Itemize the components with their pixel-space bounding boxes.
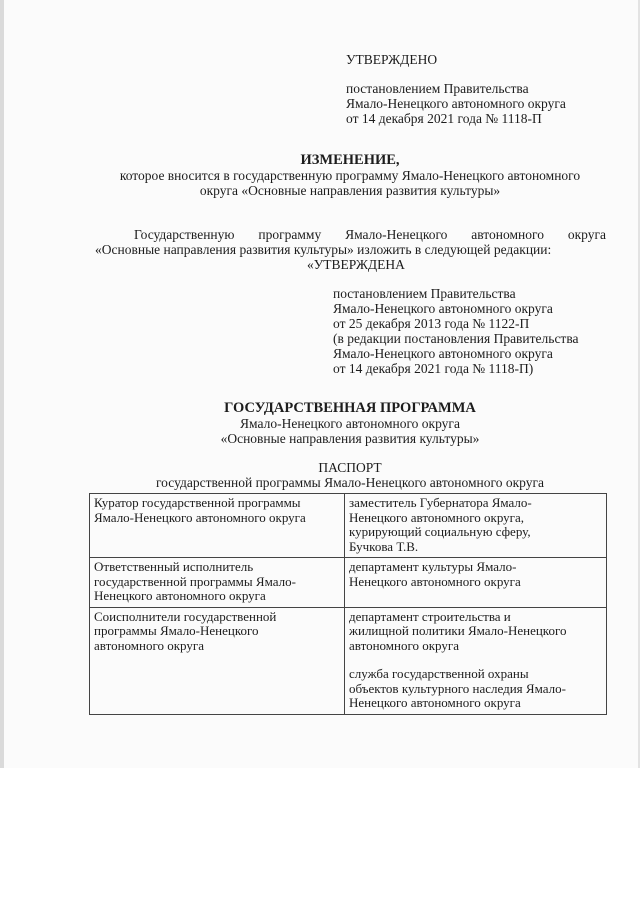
- cell-line: автономного округа: [349, 637, 459, 653]
- approval-heading: УТВЕРЖДЕНО: [346, 52, 438, 67]
- cell-line: объектов культурного наследия Ямало-: [349, 680, 566, 696]
- table-cell-label: [90, 607, 345, 714]
- body-line: Государственную программу Ямало-Ненецкого автономного округа: [134, 227, 606, 242]
- cell-line: Ненецкого автономного округа,: [349, 509, 524, 525]
- approval2-line: от 25 декабря 2013 года № 1122-П: [333, 316, 530, 331]
- cell-line: программы Ямало-Ненецкого: [94, 623, 259, 638]
- table-cell-value: [345, 558, 607, 608]
- cell-line: Ненецкого автономного округа: [349, 573, 521, 589]
- table-cell-value: [345, 494, 607, 558]
- cell-line: Ямало-Ненецкого автономного округа: [94, 509, 306, 525]
- passport-table: [89, 493, 607, 715]
- program-line: «Основные направления развития культуры»: [220, 431, 480, 446]
- cell-line: Соисполнители государственной: [94, 608, 277, 624]
- cell-line: заместитель Губернатора Ямало-: [349, 495, 532, 510]
- cell-line: Бучкова Т.В.: [349, 538, 419, 554]
- cell-line: департамент строительства и: [349, 608, 511, 624]
- change-subtitle-line: которое вносится в государственную программу Ямало-Ненецкого автономного: [119, 168, 581, 183]
- cell-line: Ненецкого автономного округа: [94, 588, 266, 603]
- table-cell-value: [345, 607, 607, 714]
- program-line: Ямало-Ненецкого автономного округа: [240, 416, 460, 431]
- change-title: ИЗМЕНЕНИЕ,: [300, 152, 400, 168]
- table-cell-label: [90, 494, 345, 558]
- approval2-line: Ямало-Ненецкого автономного округа: [333, 301, 553, 316]
- cell-line: Куратор государственной программы: [94, 495, 301, 510]
- cell-line: курирующий социальную сферу,: [349, 524, 531, 539]
- cell-line: государственной программы Ямало-: [94, 573, 296, 589]
- approval2-line: постановлением Правительства: [333, 286, 516, 301]
- table-row: [90, 607, 607, 714]
- approval2-line: от 14 декабря 2021 года № 1118-П): [333, 361, 534, 376]
- cell-line: Ответственный исполнитель: [94, 559, 254, 574]
- approval2-line: Ямало-Ненецкого автономного округа: [333, 346, 553, 361]
- cell-line: Ненецкого автономного округа: [349, 695, 521, 710]
- passport-subtitle: государственной программы Ямало-Ненецкого автономного округа: [155, 475, 545, 490]
- change-subtitle-line: округа «Основные направления развития культуры»: [199, 183, 501, 198]
- paragraph-gap: [349, 653, 602, 667]
- passport-title: ПАСПОРТ: [318, 460, 382, 475]
- body-line: «Основные направления развития культуры» изложить в следующей редакции:: [95, 242, 552, 257]
- approval2-heading: «УТВЕРЖДЕНА: [307, 257, 405, 272]
- approval-line: Ямало-Ненецкого автономного округа: [346, 96, 566, 111]
- scan-edge-left: [0, 0, 4, 768]
- cell-line: жилищной политики Ямало-Ненецкого: [349, 623, 567, 638]
- cell-line: служба государственной охраны: [349, 666, 529, 681]
- table-row: [90, 558, 607, 608]
- table-cell-label: [90, 558, 345, 608]
- program-title: ГОСУДАРСТВЕННАЯ ПРОГРАММА: [224, 400, 476, 416]
- approval-line: постановлением Правительства: [346, 81, 529, 96]
- table-row: [90, 494, 607, 558]
- cell-line: автономного округа: [94, 637, 204, 653]
- cell-line: департамент культуры Ямало-: [349, 559, 517, 574]
- approval-line: от 14 декабря 2021 года № 1118-П: [346, 111, 542, 126]
- approval2-line: (в редакции постановления Правительства: [333, 331, 579, 346]
